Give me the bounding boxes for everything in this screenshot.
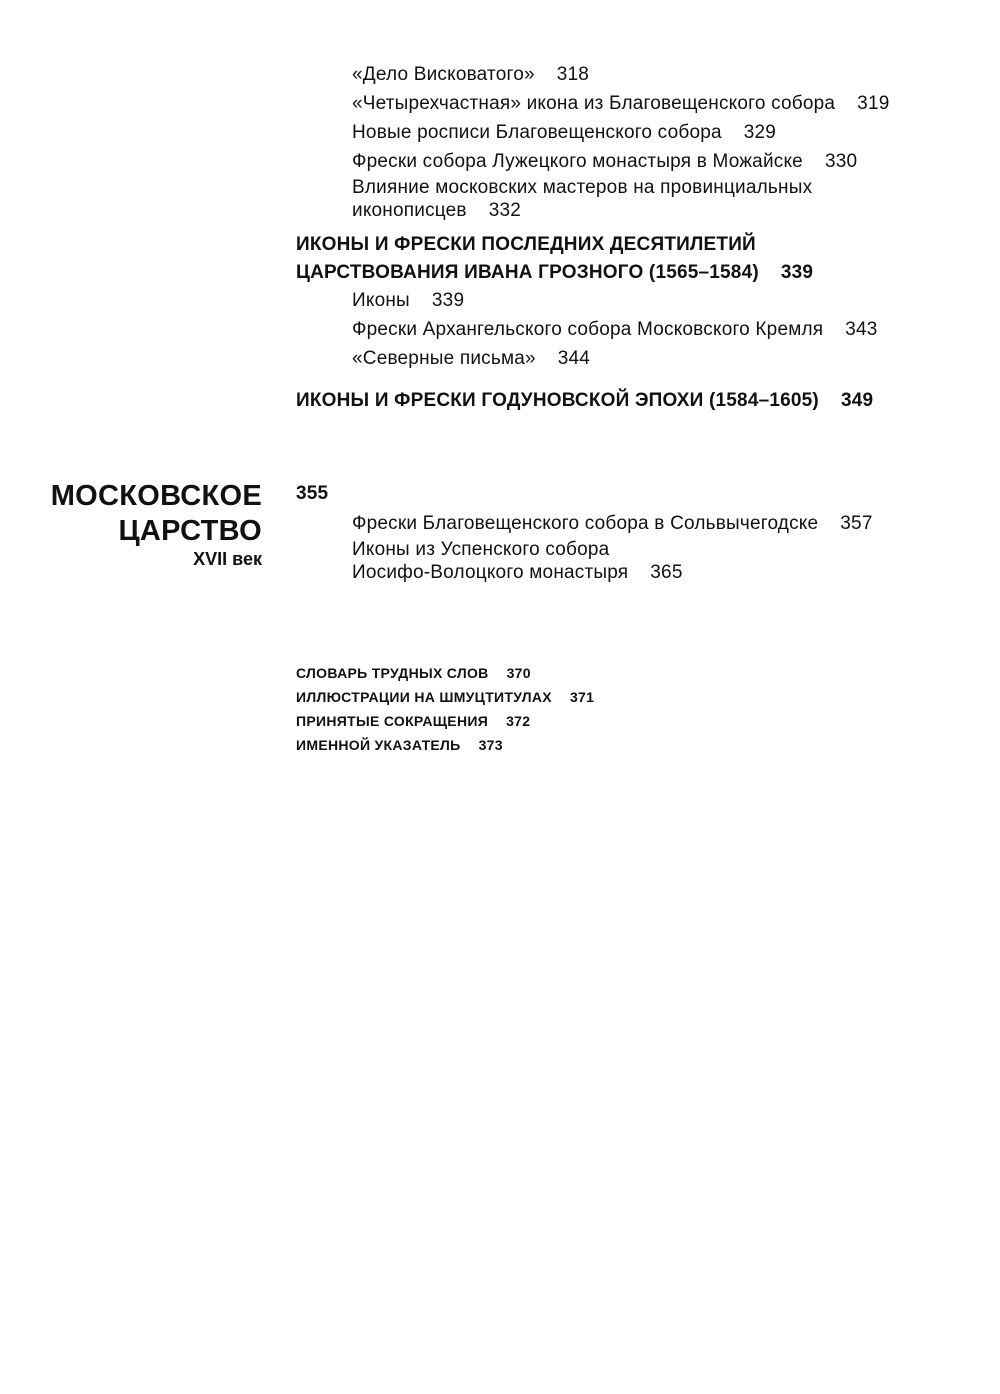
appendix-page: 372 bbox=[506, 713, 531, 729]
toc-entry-title: «Четырехчастная» икона из Благовещенского собора bbox=[352, 93, 836, 114]
toc-section-title-line2: ЦАРСТВОВАНИЯ ИВАНА ГРОЗНОГО (1565–1584) bbox=[296, 262, 759, 283]
appendix-item-name-index[interactable] bbox=[296, 733, 594, 757]
toc-entry-solvychegodsk[interactable] bbox=[352, 509, 873, 538]
toc-section-title-line1: ИКОНЫ И ФРЕСКИ ПОСЛЕДНИХ ДЕСЯТИЛЕТИЙ bbox=[296, 234, 756, 255]
toc-entry-title-line1: Иконы из Успенского собора bbox=[352, 539, 610, 560]
toc-entry-title: Иконы bbox=[352, 290, 410, 311]
toc-entry-title: Новые росписи Благовещенского собора bbox=[352, 122, 722, 143]
toc-entry-title-line2: иконописцев bbox=[352, 200, 467, 221]
part-title-line2: ЦАРСТВО bbox=[118, 515, 262, 547]
toc-entry-archangel-frescoes[interactable] bbox=[352, 315, 878, 344]
toc-section-ivan-grozny[interactable] bbox=[296, 231, 813, 287]
appendix-item-glossary[interactable] bbox=[296, 661, 594, 685]
toc-section-page: 339 bbox=[780, 262, 814, 283]
toc-entry-icons[interactable] bbox=[352, 286, 464, 315]
toc-entry-page: 319 bbox=[857, 93, 890, 114]
toc-entry-title: Фрески собора Лужецкого монастыря в Можайске bbox=[352, 151, 803, 172]
part-heading bbox=[40, 479, 262, 570]
toc-entry-page: 344 bbox=[557, 348, 591, 369]
appendix-title: ПРИНЯТЫЕ СОКРАЩЕНИЯ bbox=[296, 713, 489, 729]
part-title-line1: МОСКОВСКОЕ bbox=[50, 480, 262, 512]
toc-entry-luzhetsky-frescoes[interactable] bbox=[352, 147, 857, 176]
toc-entry-page: 329 bbox=[743, 122, 777, 143]
toc-entry-new-murals[interactable] bbox=[352, 118, 776, 147]
appendix-title: ИМЕННОЙ УКАЗАТЕЛЬ bbox=[296, 737, 461, 753]
toc-entry-page: 332 bbox=[488, 200, 522, 221]
toc-section-title: ИКОНЫ И ФРЕСКИ ГОДУНОВСКОЙ ЭПОХИ (1584–1605) bbox=[296, 390, 819, 411]
toc-entry-uspensky-icons[interactable] bbox=[352, 538, 683, 584]
toc-entry-influence[interactable] bbox=[352, 176, 812, 222]
toc-entry-page: 365 bbox=[650, 562, 683, 583]
toc-entry-page: 318 bbox=[556, 64, 590, 85]
toc-entry-page: 339 bbox=[431, 290, 465, 311]
toc-entry-page: 357 bbox=[840, 513, 873, 534]
appendix-item-illustrations[interactable] bbox=[296, 685, 594, 709]
appendix-list bbox=[296, 661, 594, 757]
toc-entry-four-part-icon[interactable] bbox=[352, 89, 889, 118]
toc-entry-viskovaty[interactable] bbox=[352, 60, 589, 89]
toc-entry-title: Фрески Архангельского собора Московского Кремля bbox=[352, 319, 824, 340]
appendix-page: 371 bbox=[569, 689, 595, 705]
toc-entry-northern-letters[interactable] bbox=[352, 344, 590, 373]
appendix-page: 373 bbox=[478, 737, 503, 753]
toc-entry-title: «Северные письма» bbox=[352, 348, 536, 369]
appendix-title: ИЛЛЮСТРАЦИИ НА ШМУЦТИТУЛАХ bbox=[296, 689, 552, 705]
toc-entry-title-line2: Иосифо-Волоцкого монастыря bbox=[352, 562, 629, 583]
appendix-item-abbreviations[interactable] bbox=[296, 709, 594, 733]
toc-entry-title-line1: Влияние московских мастеров на провинциальных bbox=[352, 177, 813, 198]
part-subtitle: XVII век bbox=[193, 549, 262, 569]
toc-entry-page: 330 bbox=[824, 151, 858, 172]
appendix-title: СЛОВАРЬ ТРУДНЫХ СЛОВ bbox=[296, 665, 489, 681]
toc-entry-title: «Дело Висковатого» bbox=[352, 64, 535, 85]
toc-entry-page: 343 bbox=[845, 319, 878, 340]
appendix-page: 370 bbox=[506, 665, 531, 681]
toc-section-page: 349 bbox=[840, 390, 874, 411]
toc-entry-title: Фрески Благовещенского собора в Сольвычегодске bbox=[352, 513, 819, 534]
part-page-number[interactable]: 355 bbox=[296, 483, 329, 504]
toc-section-godunov[interactable] bbox=[296, 387, 873, 415]
